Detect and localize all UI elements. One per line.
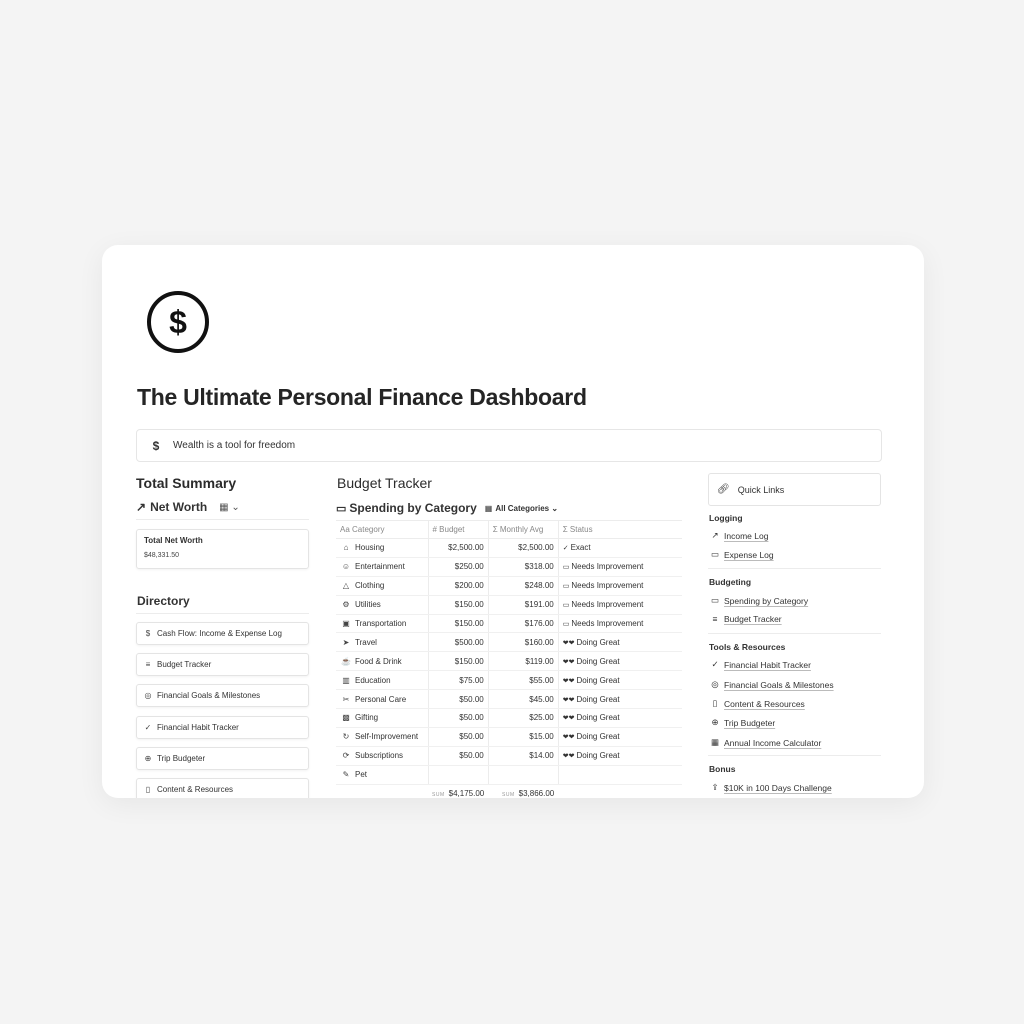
cell-monthly-avg: [488, 765, 558, 784]
category-label: Housing: [355, 543, 385, 553]
link-expense-log[interactable]: ▭ Expense Log: [710, 549, 774, 560]
link-financial-goals[interactable]: ◎ Financial Goals & Milestones: [709, 679, 834, 690]
card-icon: ▭: [710, 595, 720, 605]
status-label: Doing Great: [576, 732, 620, 742]
directory-item-financial-goals[interactable]: [136, 684, 309, 707]
sum-monthly-avg: SUM $3,866.00: [502, 788, 555, 798]
status-label: Needs Improvement: [571, 562, 644, 572]
budget-tracker-heading: Budget Tracker: [337, 475, 432, 491]
cell-status: [558, 539, 682, 558]
category-label: Subscriptions: [355, 751, 404, 761]
link-content-resources[interactable]: ▯ Content & Resources: [709, 698, 805, 709]
cell-status: [558, 595, 682, 614]
sync-icon: ⟳: [342, 751, 350, 761]
table-row[interactable]: [336, 614, 682, 633]
cell-monthly-avg: $25.00: [488, 709, 558, 728]
globe-icon: ⊕: [144, 754, 152, 763]
list-icon: ≡: [712, 614, 718, 624]
cell-status: [558, 765, 682, 784]
table-header-row: [336, 521, 682, 539]
cell-status: [558, 652, 682, 671]
bookmark-icon: ▯: [145, 785, 151, 794]
cell-category[interactable]: [336, 671, 428, 690]
table-row[interactable]: [336, 690, 682, 709]
sigma-icon: Σ: [492, 525, 500, 534]
category-label: Self-Improvement: [355, 732, 419, 742]
cell-monthly-avg: $15.00: [488, 727, 558, 746]
dashboard-page: [102, 245, 924, 798]
dollar-icon: $: [152, 438, 160, 453]
cell-budget[interactable]: $500.00: [428, 633, 488, 652]
cell-budget[interactable]: $50.00: [428, 746, 488, 765]
cell-category[interactable]: [336, 576, 428, 595]
status-label: Needs Improvement: [571, 581, 644, 591]
cell-monthly-avg: $318.00: [488, 557, 558, 576]
total-summary-heading: Total Summary: [136, 475, 237, 491]
status-icon: ❤❤: [562, 658, 575, 666]
hash-icon: #: [432, 525, 440, 534]
status-label: Doing Great: [576, 637, 620, 647]
status-icon: ▭: [562, 583, 570, 591]
spending-by-category-view[interactable]: [336, 501, 558, 515]
cell-budget[interactable]: $50.00: [428, 709, 488, 728]
truck-icon: ▣: [342, 619, 350, 628]
link-budget-tracker[interactable]: ≡ Budget Tracker: [709, 614, 782, 624]
category-label: Food & Drink: [355, 656, 402, 666]
status-icon: ▭: [562, 564, 570, 572]
directory-item-budget-tracker[interactable]: [136, 653, 309, 676]
table-row[interactable]: [336, 765, 682, 784]
status-icon: ▭: [562, 621, 570, 628]
divider: [708, 568, 881, 569]
list-icon: ≡: [145, 660, 151, 669]
callout-text: Wealth is a tool for freedom: [173, 440, 296, 451]
directory-item-label: Budget Tracker: [157, 660, 212, 669]
refresh-person-icon: ↻: [342, 732, 350, 742]
cell-budget[interactable]: $150.00: [428, 614, 488, 633]
cell-category[interactable]: [336, 690, 428, 709]
quick-links-label: Quick Links: [737, 484, 785, 495]
cell-status: [558, 633, 682, 652]
view-title: Spending by Category: [349, 501, 477, 515]
status-icon: ❤❤: [562, 677, 575, 685]
table-view-icon[interactable]: ▦ ⌄: [219, 501, 240, 513]
category-label: Entertainment: [355, 562, 405, 572]
sigma-icon: Σ: [562, 525, 570, 534]
status-icon: ❤❤: [562, 639, 575, 647]
divider: [136, 519, 309, 520]
trend-up-icon: ↗: [711, 530, 719, 540]
cell-monthly-avg: $45.00: [488, 690, 558, 709]
cell-monthly-avg: $119.00: [488, 652, 558, 671]
directory-item-trip-budgeter[interactable]: [136, 747, 309, 770]
directory-item-habit-tracker[interactable]: [136, 716, 309, 739]
table-row[interactable]: [336, 746, 682, 765]
status-label: Needs Improvement: [571, 619, 644, 628]
status-label: Doing Great: [576, 675, 620, 685]
bone-icon: ✎: [342, 770, 350, 780]
net-worth-label: Net Worth: [150, 500, 208, 514]
hanger-icon: △: [342, 581, 350, 591]
cell-budget[interactable]: $75.00: [428, 671, 488, 690]
cell-monthly-avg: $191.00: [488, 595, 558, 614]
status-icon: ❤❤: [562, 715, 575, 723]
check-circle-icon: ✓: [711, 659, 719, 669]
cell-budget[interactable]: $2,500.00: [428, 539, 488, 558]
cup-icon: ☕: [341, 656, 351, 666]
category-label: Transportation: [355, 619, 407, 628]
directory-item-label: Cash Flow: Income & Expense Log: [157, 629, 282, 638]
table-row[interactable]: [336, 652, 682, 671]
status-label: Doing Great: [576, 713, 620, 723]
status-icon: ✓: [562, 545, 569, 553]
cell-status: [558, 614, 682, 633]
directory-item-content-resources[interactable]: [136, 778, 309, 798]
cell-budget[interactable]: $200.00: [428, 576, 488, 595]
directory-heading: Directory: [137, 594, 190, 608]
cell-category[interactable]: [336, 765, 428, 784]
gear-icon: ⚙: [342, 600, 350, 610]
cell-category[interactable]: [336, 727, 428, 746]
cell-monthly-avg: $55.00: [488, 671, 558, 690]
chevron-down-icon: ⌄: [551, 503, 559, 513]
status-icon: ❤❤: [562, 753, 575, 761]
divider: [708, 633, 881, 634]
directory-item-label: Financial Goals & Milestones: [157, 691, 261, 700]
link-financial-habit-tracker[interactable]: ✓ Financial Habit Tracker: [709, 659, 811, 670]
table-row[interactable]: [336, 539, 682, 558]
dollar-icon: $: [145, 629, 151, 638]
cell-monthly-avg: $14.00: [488, 746, 558, 765]
net-worth-card-value: $48,331.50: [144, 552, 180, 559]
home-icon: ⌂: [343, 543, 349, 553]
column-header-category[interactable]: Aa Category: [336, 521, 428, 539]
scissors-icon: ✂: [342, 694, 350, 704]
category-label: Travel: [355, 637, 377, 647]
table-row[interactable]: [336, 557, 682, 576]
column-header-status[interactable]: Σ Status: [558, 521, 682, 539]
net-worth-view-tab[interactable]: [136, 500, 240, 514]
directory-item-label: Trip Budgeter: [157, 754, 206, 763]
cell-status: [558, 690, 682, 709]
cell-budget[interactable]: $50.00: [428, 727, 488, 746]
group-title-logging: Logging: [709, 513, 743, 523]
status-label: Needs Improvement: [571, 600, 644, 610]
view-filter-label: All Categories: [495, 503, 550, 513]
card-icon: ▭: [336, 502, 347, 515]
net-worth-card[interactable]: [136, 529, 309, 569]
link-annual-income-calculator[interactable]: ▦ Annual Income Calculator: [710, 737, 822, 748]
cell-status: [558, 557, 682, 576]
upload-icon: ⇪: [711, 782, 719, 792]
table-row[interactable]: [336, 671, 682, 690]
cell-category[interactable]: [336, 633, 428, 652]
page-title: The Ultimate Personal Finance Dashboard: [137, 384, 587, 410]
cell-budget[interactable]: $250.00: [428, 557, 488, 576]
category-label: Gifting: [355, 713, 379, 723]
status-label: Doing Great: [576, 694, 620, 704]
directory-item-label: Content & Resources: [157, 785, 234, 794]
calculator-icon: ▦: [710, 737, 720, 747]
column-header-budget[interactable]: # Budget: [428, 521, 488, 539]
trend-up-icon: ↗: [136, 500, 147, 514]
budget-table: [336, 520, 682, 798]
bookmark-icon: ▯: [712, 698, 718, 708]
globe-icon: ⊕: [711, 717, 719, 727]
group-title-budgeting: Budgeting: [709, 577, 752, 587]
link-icon: 🔗︎: [717, 484, 730, 495]
cell-category[interactable]: [336, 614, 428, 633]
cell-budget[interactable]: $150.00: [428, 595, 488, 614]
cell-status: [558, 727, 682, 746]
category-label: Clothing: [355, 581, 385, 591]
cell-category[interactable]: [336, 652, 428, 671]
link-10k-challenge[interactable]: ⇪ $10K in 100 Days Challenge: [709, 782, 832, 793]
card-icon: ▭: [710, 549, 720, 559]
table-row[interactable]: [336, 595, 682, 614]
status-icon: ▭: [562, 602, 570, 610]
smile-icon: ☺: [341, 562, 351, 572]
divider: [708, 755, 881, 756]
cell-category[interactable]: [336, 709, 428, 728]
table-row[interactable]: [336, 709, 682, 728]
check-circle-icon: ✓: [144, 723, 152, 732]
status-label: Exact: [570, 543, 591, 553]
cell-monthly-avg: $248.00: [488, 576, 558, 595]
table-row[interactable]: [336, 633, 682, 652]
status-icon: ❤❤: [562, 696, 575, 704]
category-label: Utilities: [355, 600, 381, 610]
status-label: Doing Great: [576, 656, 620, 666]
group-title-bonus: Bonus: [709, 764, 736, 774]
directory-item-label: Financial Habit Tracker: [157, 723, 239, 732]
directory-item-cash-flow[interactable]: [136, 622, 309, 645]
link-spending-by-category[interactable]: ▭ Spending by Category: [710, 595, 809, 606]
group-title-tools-resources: Tools & Resources: [709, 642, 786, 652]
svg-text:$: $: [169, 304, 187, 340]
status-label: Doing Great: [576, 751, 620, 761]
gift-icon: ▩: [342, 713, 350, 723]
cell-status: [558, 746, 682, 765]
table-sum-row: [336, 784, 682, 798]
cell-category[interactable]: [336, 746, 428, 765]
link-trip-budgeter[interactable]: ⊕ Trip Budgeter: [709, 717, 775, 728]
target-icon: ◎: [711, 679, 719, 689]
status-icon: ❤❤: [562, 734, 575, 742]
category-label: Personal Care: [355, 694, 407, 704]
view-filter-dropdown[interactable]: [485, 504, 558, 513]
sum-budget: SUM $4,175.00: [432, 788, 485, 798]
cell-category[interactable]: [336, 595, 428, 614]
cell-monthly-avg: $160.00: [488, 633, 558, 652]
cell-status: [558, 709, 682, 728]
cell-category[interactable]: [336, 557, 428, 576]
divider: [136, 613, 309, 614]
table-view-icon: ▦: [484, 503, 493, 513]
cell-budget[interactable]: [428, 765, 488, 784]
column-header-monthly-avg[interactable]: Σ Monthly Avg: [488, 521, 558, 539]
text-icon: Aa: [340, 525, 353, 534]
callout: [136, 429, 882, 462]
table-row[interactable]: [336, 576, 682, 595]
net-worth-card-label: Total Net Worth: [144, 536, 203, 545]
category-label: Pet: [355, 770, 368, 780]
cell-category[interactable]: [336, 539, 428, 558]
category-label: Education: [355, 675, 391, 685]
cell-status: [558, 576, 682, 595]
cell-monthly-avg: $2,500.00: [488, 539, 558, 558]
link-income-log[interactable]: ↗ Income Log: [709, 530, 768, 541]
cell-budget[interactable]: $50.00: [428, 690, 488, 709]
cell-status: [558, 671, 682, 690]
cell-budget[interactable]: $150.00: [428, 652, 488, 671]
target-icon: ◎: [144, 691, 152, 700]
book-icon: ▥: [342, 675, 350, 685]
cell-monthly-avg: $176.00: [488, 614, 558, 633]
plane-icon: ➤: [342, 637, 350, 647]
quick-links-button[interactable]: [708, 473, 881, 506]
dollar-circle-icon: [146, 290, 210, 354]
table-row[interactable]: [336, 727, 682, 746]
